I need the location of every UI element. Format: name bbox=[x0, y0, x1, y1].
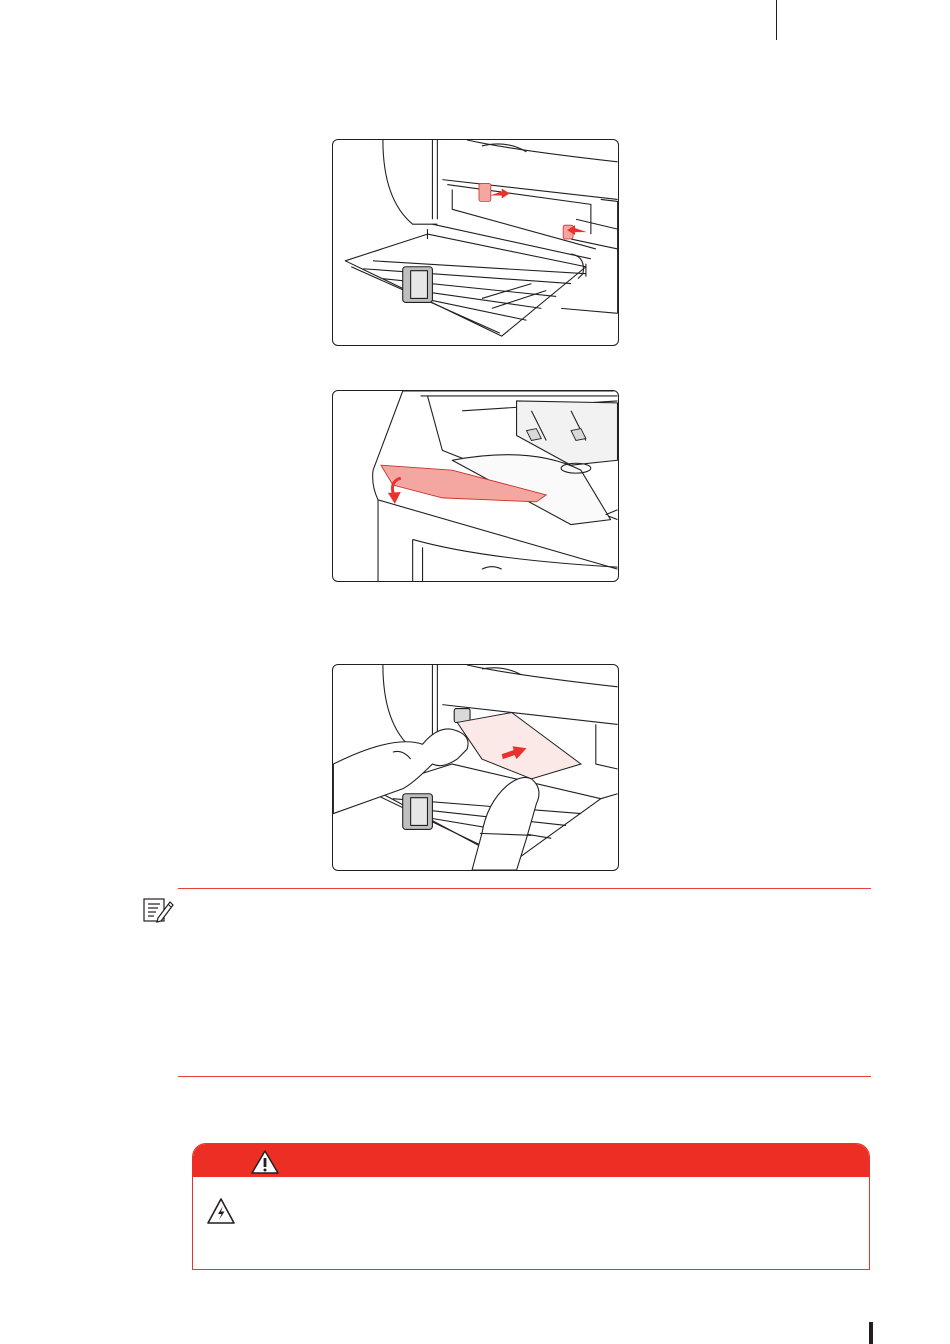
crop-mark-top-vertical bbox=[776, 0, 777, 40]
note-top-rule bbox=[178, 888, 871, 889]
printer-tray-guides-illustration bbox=[333, 140, 618, 345]
figure-output-tray bbox=[332, 390, 619, 582]
figure-tray-guides bbox=[332, 139, 619, 346]
printer-output-tray-unfold-illustration bbox=[333, 391, 618, 581]
warning-header bbox=[193, 1144, 869, 1177]
figure-paper-insert bbox=[332, 664, 619, 871]
warning-box bbox=[192, 1143, 870, 1270]
note-icon bbox=[142, 896, 174, 924]
note-bottom-rule bbox=[178, 1076, 871, 1077]
electric-shock-icon bbox=[206, 1197, 236, 1225]
warning-triangle-icon bbox=[250, 1149, 280, 1175]
crop-mark-bottom-right bbox=[869, 1322, 873, 1344]
printer-paper-insert-illustration bbox=[333, 665, 618, 870]
